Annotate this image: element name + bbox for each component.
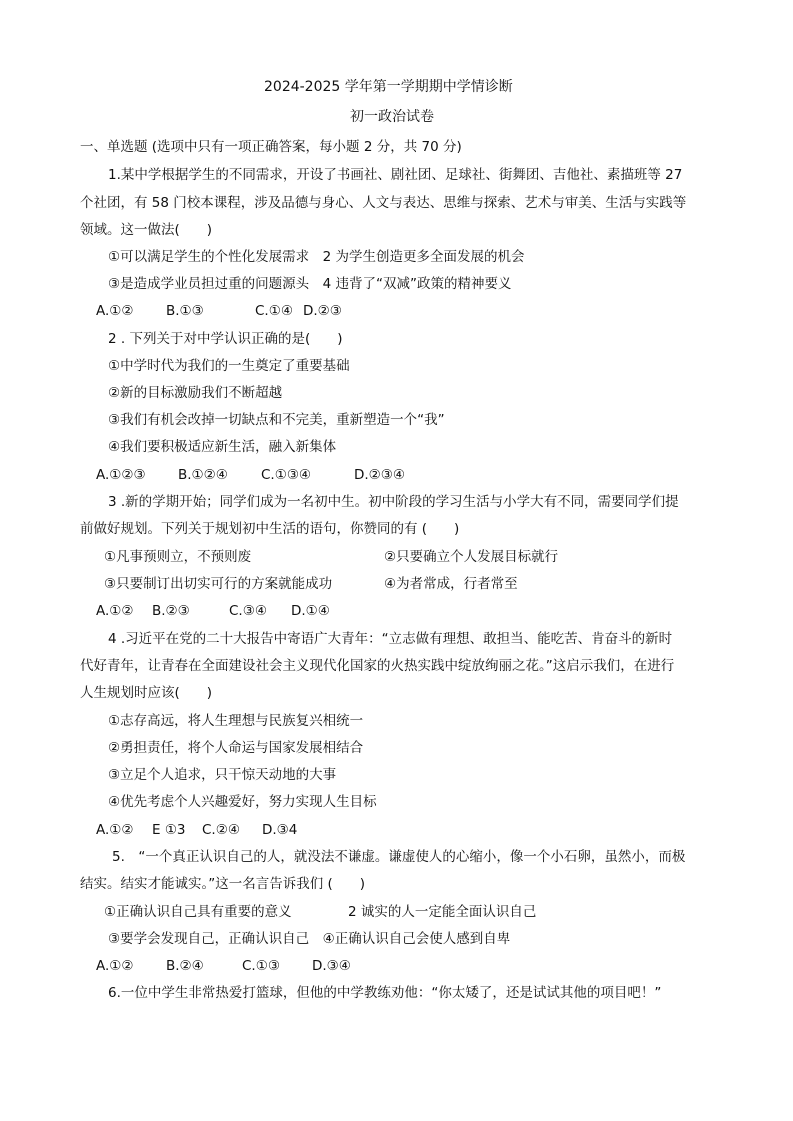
q4-choices (96, 820, 297, 840)
q1-choice-c: C.①④ (255, 303, 293, 319)
q5-choice-d: D.③④ (312, 958, 351, 974)
q4-line-3: 人生规划时应该( ) (80, 685, 213, 701)
q1-line-2: 个社团，有 58 门校本课程，涉及品德与身心、人文与表达、思维与探索、艺术与审美、生活与实践等 (80, 195, 687, 211)
q5-line-1: 5. “一个真正认识自己的人，就没法不谦虚。谦虚使人的心缩小，像一个小石卵，虽然小，而极 (112, 849, 686, 865)
q5-choices (96, 956, 351, 976)
q3-choice-a: A.①② (96, 603, 134, 619)
q3-statement-4: ④为者常成，行者常至 (384, 576, 518, 592)
q4-choice-d: D.③4 (262, 822, 298, 838)
q1-line-3: 领域。这一做法( ) (80, 222, 213, 238)
q4-statement-3: ③立足个人追求，只干惊天动地的大事 (108, 767, 337, 783)
q3-choices (96, 601, 330, 621)
q3-choice-d: D.①④ (291, 603, 330, 619)
q5-choice-a: A.①② (96, 958, 134, 974)
q5-statement-3: ③要学会发现自己，正确认识自己 ④正确认识自己会使人感到自卑 (108, 931, 511, 947)
q2-choice-c: C.①③④ (261, 467, 312, 483)
q2-choices (96, 465, 405, 485)
q4-line-1: 4 .习近平在党的二十大报告中寄语广大青年：“立志做有理想、敢担当、能吃苦、肯奋斗的新时 (108, 631, 673, 647)
q1-choice-d: D.②③ (303, 303, 342, 319)
q1-line-1: 1.某中学根据学生的不同需求，开设了书画社、剧社团、足球社、街舞团、吉他社、素描班等 27 (108, 167, 683, 183)
exam-title: 2024-2025 学年第一学期期中学情诊断 (264, 79, 513, 95)
q5-line-2: 结实。结实才能诚实。”这一名言告诉我们 ( ) (80, 876, 366, 892)
q1-choices (96, 301, 342, 321)
q1-choice-b: B.①③ (166, 303, 204, 319)
q2-choice-b: B.①②④ (178, 467, 228, 483)
q3-choice-c: C.③④ (229, 603, 267, 619)
exam-subtitle: 初一政治试卷 (350, 109, 434, 125)
q5-choice-b: B.②④ (166, 958, 204, 974)
q2-choice-d: D.②③④ (354, 467, 405, 483)
q4-statement-1: ①志存高远，将人生理想与民族复兴相统一 (108, 713, 364, 729)
q3-choice-b: B.②③ (152, 603, 190, 619)
q4-choice-b: E ①3 (152, 822, 186, 838)
q2-statement-4: ④我们要积极适应新生活，融入新集体 (108, 439, 337, 455)
q3-statement-1: ①凡事预则立，不预则废 (104, 549, 252, 565)
q4-choice-a: A.①② (96, 822, 134, 838)
q5-statement-1: ①正确认识自己具有重要的意义 (104, 904, 292, 920)
q4-statement-2: ②勇担责任，将个人命运与国家发展相结合 (108, 740, 364, 756)
q5-statement-2: 2 诚实的人一定能全面认识自己 (348, 904, 537, 920)
q2-statement-2: ②新的目标激励我们不断超越 (108, 385, 283, 401)
q3-statement-2: ②只要确立个人发展目标就行 (384, 549, 559, 565)
section-heading: 一、单选题 (选项中只有一项正确答案，每小题 2 分，共 70 分) (80, 139, 462, 155)
q3-line-1: 3 .新的学期开始；同学们成为一名初中生。初中阶段的学习生活与小学大有不同，需要同学们提 (108, 494, 679, 510)
q1-statement-1: ①可以满足学生的个性化发展需求 2 为学生创造更多全面发展的机会 (108, 249, 525, 265)
q1-choice-a: A.①② (96, 303, 134, 319)
q1-statement-2: ③是造成学业员担过重的问题源头 4 违背了“双减”政策的精神要义 (108, 276, 512, 292)
q2-statement-1: ①中学时代为我们的一生奠定了重要基础 (108, 358, 350, 374)
q4-choice-c: C.②④ (202, 822, 240, 838)
q4-statement-4: ④优先考虑个人兴趣爱好，努力实现人生目标 (108, 794, 377, 810)
q5-choice-c: C.①③ (242, 958, 280, 974)
q6-line-1: 6.一位中学生非常热爱打篮球，但他的中学教练劝他：“你太矮了，还是试试其他的项目吧！” (108, 985, 662, 1001)
q2-choice-a: A.①②③ (96, 467, 146, 483)
q2-line-1: 2 . 下列关于对中学认识正确的是( ) (108, 331, 343, 347)
q3-line-2: 前做好规划。下列关于规划初中生活的语句，你赞同的有 ( ) (80, 521, 460, 537)
q2-statement-3: ③我们有机会改掉一切缺点和不完美，重新塑造一个“我” (108, 412, 445, 428)
q3-statement-3: ③只要制订出切实可行的方案就能成功 (104, 576, 333, 592)
q4-line-2: 代好青年，让青春在全面建设社会主义现代化国家的火热实践中绽放绚丽之花。”这启示我们，在进行 (80, 658, 675, 674)
